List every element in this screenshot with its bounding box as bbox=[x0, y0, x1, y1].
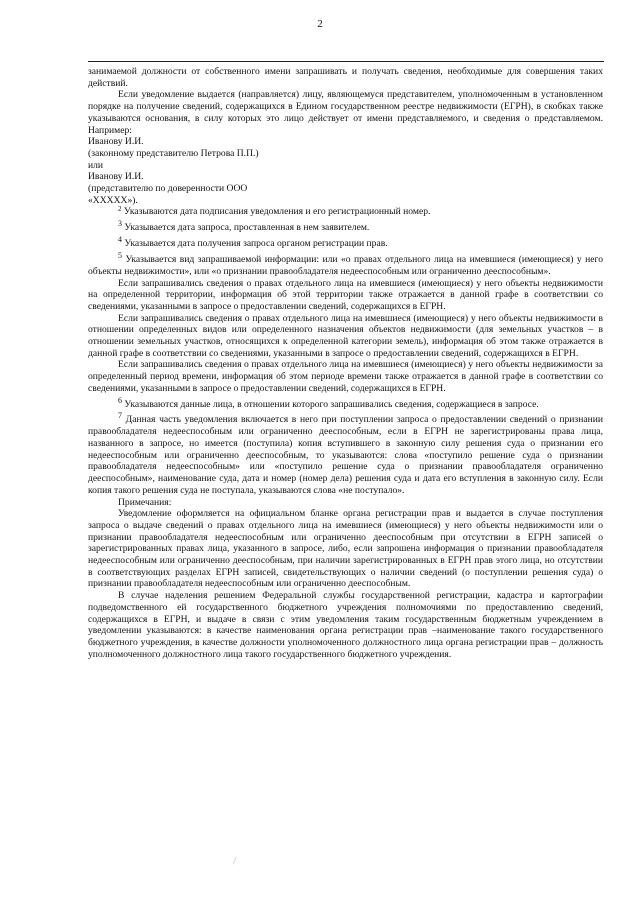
footnote-5 bbox=[88, 250, 603, 278]
footnote-mark: 3 bbox=[118, 219, 122, 229]
example-basis-2-line1: (представителю по доверенности ООО bbox=[88, 183, 248, 195]
footnote-mark: 2 bbox=[118, 205, 122, 214]
scan-artifact bbox=[233, 857, 244, 868]
footnote-7 bbox=[88, 410, 603, 496]
paragraph-continuation: занимаемой должности от собственного имени запрашивать и получать сведения, необходимые для совершения таких действий. bbox=[88, 66, 603, 89]
footnote-mark: 6 bbox=[118, 395, 122, 405]
example-basis-1: (законному представителю Петрова П.П.) bbox=[88, 147, 259, 159]
footnote-mark: 5 bbox=[118, 250, 122, 260]
footnote-text: Указывается вид запрашиваемой информации: или «о правах отдельного лица на имевшиеся (имеющиеся) у него объекты недвижимости», или «о признании правообладателя недееспособным или ограниченно дееспособным». bbox=[88, 254, 603, 277]
paragraph-time-period: Если запрашивались сведения о правах отдельного лица на имевшиеся (имеющиеся) у него объекты недвижимости за определенный период времени, информация об этом периоде времени также отражается в данной графе в соответствии со сведениями, указанными в запросе о предоставлении сведений, содержащихся в ЕГРН. bbox=[88, 359, 603, 394]
example-name-1: Иванову И.И. bbox=[88, 136, 144, 148]
footnote-text: Данная часть уведомления включается в него при поступлении запроса о предоставлении сведений о признании правообладателя недееспособным или ограниченно дееспособным, если в ЕГРН не зарегистрированы права лица, названного в запросе, но имеется (поступила) копия вступившего в законную силу решения суда о признании его недееспособным или ограниченно дееспособным, то указываются: слова «поступило решение суда о признании правообладателя недееспособным» или «поступило решение суда о признании правообладателя ограниченно дееспособным», наименование суда, дата и номер (номер дела) решения суда и дата его вступления в законную силу. Если копия такого решения суда не поступала, указываются слова «не поступало». bbox=[88, 414, 603, 496]
example-name-2: Иванову И.И. bbox=[88, 171, 144, 183]
footnote-text: Указывается дата запроса, проставленная в нем заявителем. bbox=[124, 222, 370, 234]
paragraph-object-types: Если запрашивались сведения о правах отдельного лица на имевшиеся (имеющиеся) у него объекты недвижимости в отношении определенных видов или определенного назначения объектов недвижимости (для земельных участков – в отношении земельных участков, относящихся к определенной категории земель), информация об этом также отражается в данной графе в соответствии со сведениями, указанными в запросе о предоставлении сведений, содержащихся в ЕГРН. bbox=[88, 312, 603, 359]
page-number: 2 bbox=[317, 18, 323, 30]
paragraph-representative: Если уведомление выдается (направляется) лицу, являющемуся представителем, уполномоченным в установленном порядке на получение сведений, содержащихся в Едином государственном реестре недвижимости (ЕГРН), в скобках также указываются основания, в силу которых это лицо действует от имени представляемого, и сведения о представляемом. Например: bbox=[88, 89, 603, 136]
footnote-6 bbox=[88, 395, 603, 411]
note-2: В случае наделения решением Федеральной службы государственной регистрации, кадастра и картографии подведомственного ей государственного бюджетного учреждения полномочиями по предоставлению сведений, содержащихся в ЕГРН, и выдаче в связи с этим уведомления таким государственным бюджетным учреждением в уведомлении указываются: в качестве наименования органа регистрации прав –наименование такого государственного бюджетного учреждения, в качестве должности уполномоченного должностного лица органа регистрации прав – должность уполномоченного должностного лица такого государственного бюджетного учреждения. bbox=[88, 590, 603, 660]
example-basis-2-line2: «ХХХХХ»). bbox=[88, 194, 138, 206]
paragraph-territory: Если запрашивались сведения о правах отдельного лица на имевшиеся (имеющиеся) у него объекты недвижимости на определенной территории, информация об этой территории также отражается в данной графе в соответствии со сведениями, указанными в запросе о предоставлении сведений, содержащихся в ЕГРН. bbox=[88, 277, 603, 312]
header-rule bbox=[88, 61, 604, 62]
footnote-4 bbox=[88, 234, 603, 250]
note-1: Уведомление оформляется на официальном бланке органа регистрации прав и выдается в случае поступления запроса о выдаче сведений о правах отдельного лица на имевшиеся (имеющиеся) у него объекты недвижимости или о признании правообладателя недееспособным или ограниченно дееспособным при отсутствии в ЕГРН записей о зарегистрированных правах лица, указанного в запросе, либо, если запрошена информация о признании правообладателя недееспособным или ограниченно дееспособным, при наличии зарегистрированных в ЕГРН прав этого лица, но отсутствии в соответствующих разделах ЕГРН записей, свидетельствующих о наличии сведений (о поступлении решения суда) о признании правообладателя недееспособным или ограниченно дееспособным. bbox=[88, 508, 603, 590]
footnote-text: Указываются дата подписания уведомления и его регистрационный номер. bbox=[123, 206, 431, 218]
notes-heading: Примечания: bbox=[118, 496, 172, 508]
example-or: или bbox=[88, 159, 104, 171]
footnote-mark: 4 bbox=[118, 235, 122, 245]
footnote-text: Указываются данные лица, в отношении которого запрашивались сведения, содержащиеся в запросе. bbox=[124, 398, 539, 410]
footnote-mark: 7 bbox=[118, 411, 122, 421]
footnote-2 bbox=[88, 206, 603, 218]
footnote-3 bbox=[88, 218, 603, 234]
document-body bbox=[88, 66, 603, 660]
footnote-text: Указывается дата получения запроса органом регистрации прав. bbox=[124, 238, 388, 250]
